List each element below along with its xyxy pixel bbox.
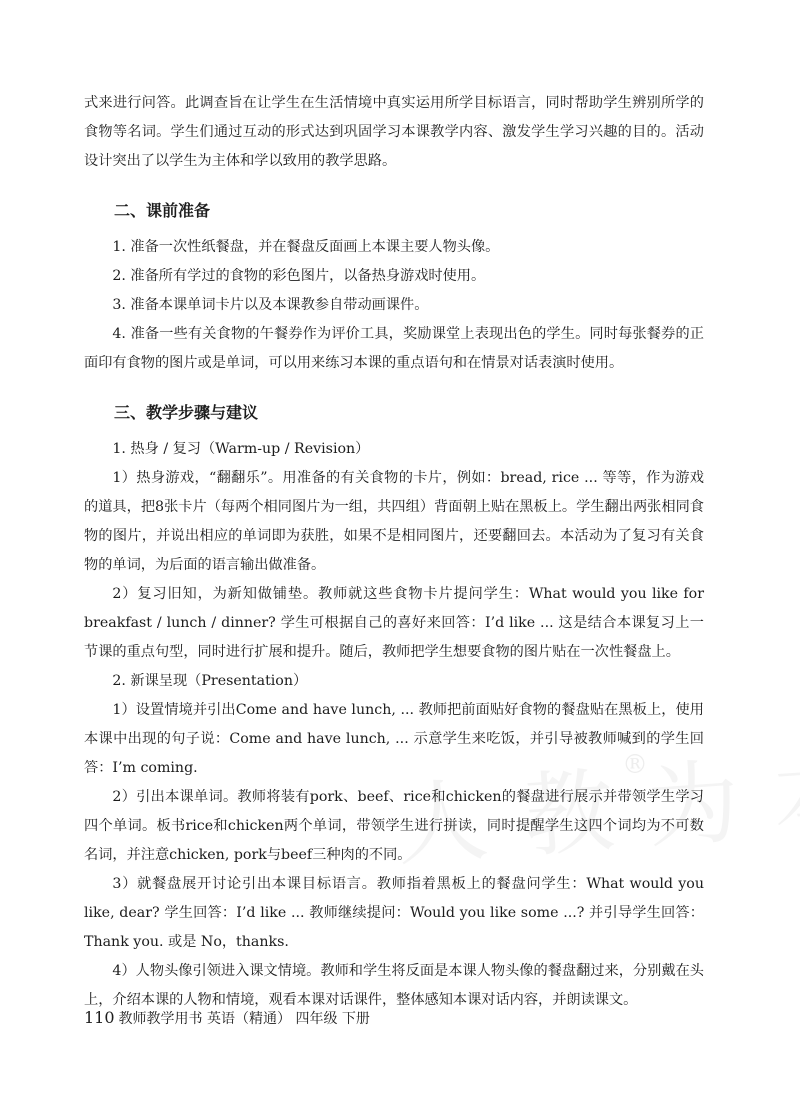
page-number: 110 (84, 1008, 115, 1027)
page-content (84, 89, 704, 1015)
watermark-registered-mark: ® (622, 750, 648, 780)
step2-title: 2. 新课呈现（Presentation） (112, 673, 308, 689)
prep-item-3: 3. 准备本课单词卡片以及本课教参自带动画课件。 (112, 297, 429, 313)
step1-para-1: 1）热身游戏，“翻翻乐”。用准备的有关食物的卡片，例如：bread, rice ... 等等，作为游戏的道具，把8张卡片（每两个相同图片为一组，共四组）背面朝上贴在黑板上。学生翻出两张相同食物的图片，并说出相应的单词即为获胜，如果不是相同图片，还要翻回去。本活动为了复习有关食物的单词，为后面的语言输出做准备。 (84, 470, 704, 573)
prep-item-2: 2. 准备所有学过的食物的彩色图片，以备热身游戏时使用。 (112, 268, 486, 284)
section-heading-steps: 三、教学步骤与建议 (114, 403, 259, 422)
intro-paragraph: 式来进行问答。此调查旨在让学生在生活情境中真实运用所学目标语言，同时帮助学生辨别所学的食物等名词。学生们通过互动的形式达到巩固学习本课教学内容、激发学生学习兴趣的目的。活动设计突出了以学生为主体和学以致用的教学思路。 (84, 95, 704, 169)
page-footer (84, 1008, 370, 1028)
step2-para-1: 1）设置情境并引出Come and have lunch, ... 教师把前面贴好食物的餐盘贴在黑板上，使用本课中出现的句子说：Come and have lunch, ... 示意学生来吃饭，并引导被教师喊到的学生回答：I’m coming. (84, 702, 704, 776)
step1-title: 1. 热身 / 复习（Warm-up / Revision） (112, 441, 370, 457)
step1-para-2: 2）复习旧知，为新知做铺垫。教师就这些食物卡片提问学生：What would you like for breakfast / lunch / dinner? 学生可根据自己的喜好来回答：I’d like ... 这是结合本课复习上一节课的重点句型，同时进行扩展和提升。随后，教师把学生想要食物的图片贴在一次性餐盘上。 (84, 586, 704, 660)
prep-item-1: 1. 准备一次性纸餐盘，并在餐盘反面画上本课主要人物头像。 (112, 239, 500, 255)
step2-para-2: 2）引出本课单词。教师将装有pork、beef、rice和chicken的餐盘进行展示并带领学生学习四个单词。板书rice和chicken两个单词，带领学生进行拼读，同时提醒学生这四个词均为不可数名词，并注意chicken, pork与beef三种肉的不同。 (84, 789, 704, 863)
section-heading-preparation: 二、课前准备 (114, 201, 211, 220)
step2-para-4: 4）人物头像引领进入课文情境。教师和学生将反面是本课人物头像的餐盘翻过来，分别戴在头上，介绍本课的人物和情境，观看本课对话课件，整体感知本课对话内容，并朗读课文。 (84, 963, 704, 1008)
prep-item-4: 4. 准备一些有关食物的午餐券作为评价工具，奖励课堂上表现出色的学生。同时每张餐券的正面印有食物的图片或是单词，可以用来练习本课的重点语句和在情景对话表演时使用。 (84, 326, 704, 371)
book-title: 教师教学用书 英语（精通） 四年级 下册 (118, 1011, 370, 1027)
step2-para-3: 3）就餐盘展开讨论引出本课目标语言。教师指着黑板上的餐盘问学生：What would you like, dear? 学生回答：I’d like ... 教师继续提问：Would you like some ...? 并引导学生回答：Thank you. 或是 No，thanks. (84, 876, 704, 950)
